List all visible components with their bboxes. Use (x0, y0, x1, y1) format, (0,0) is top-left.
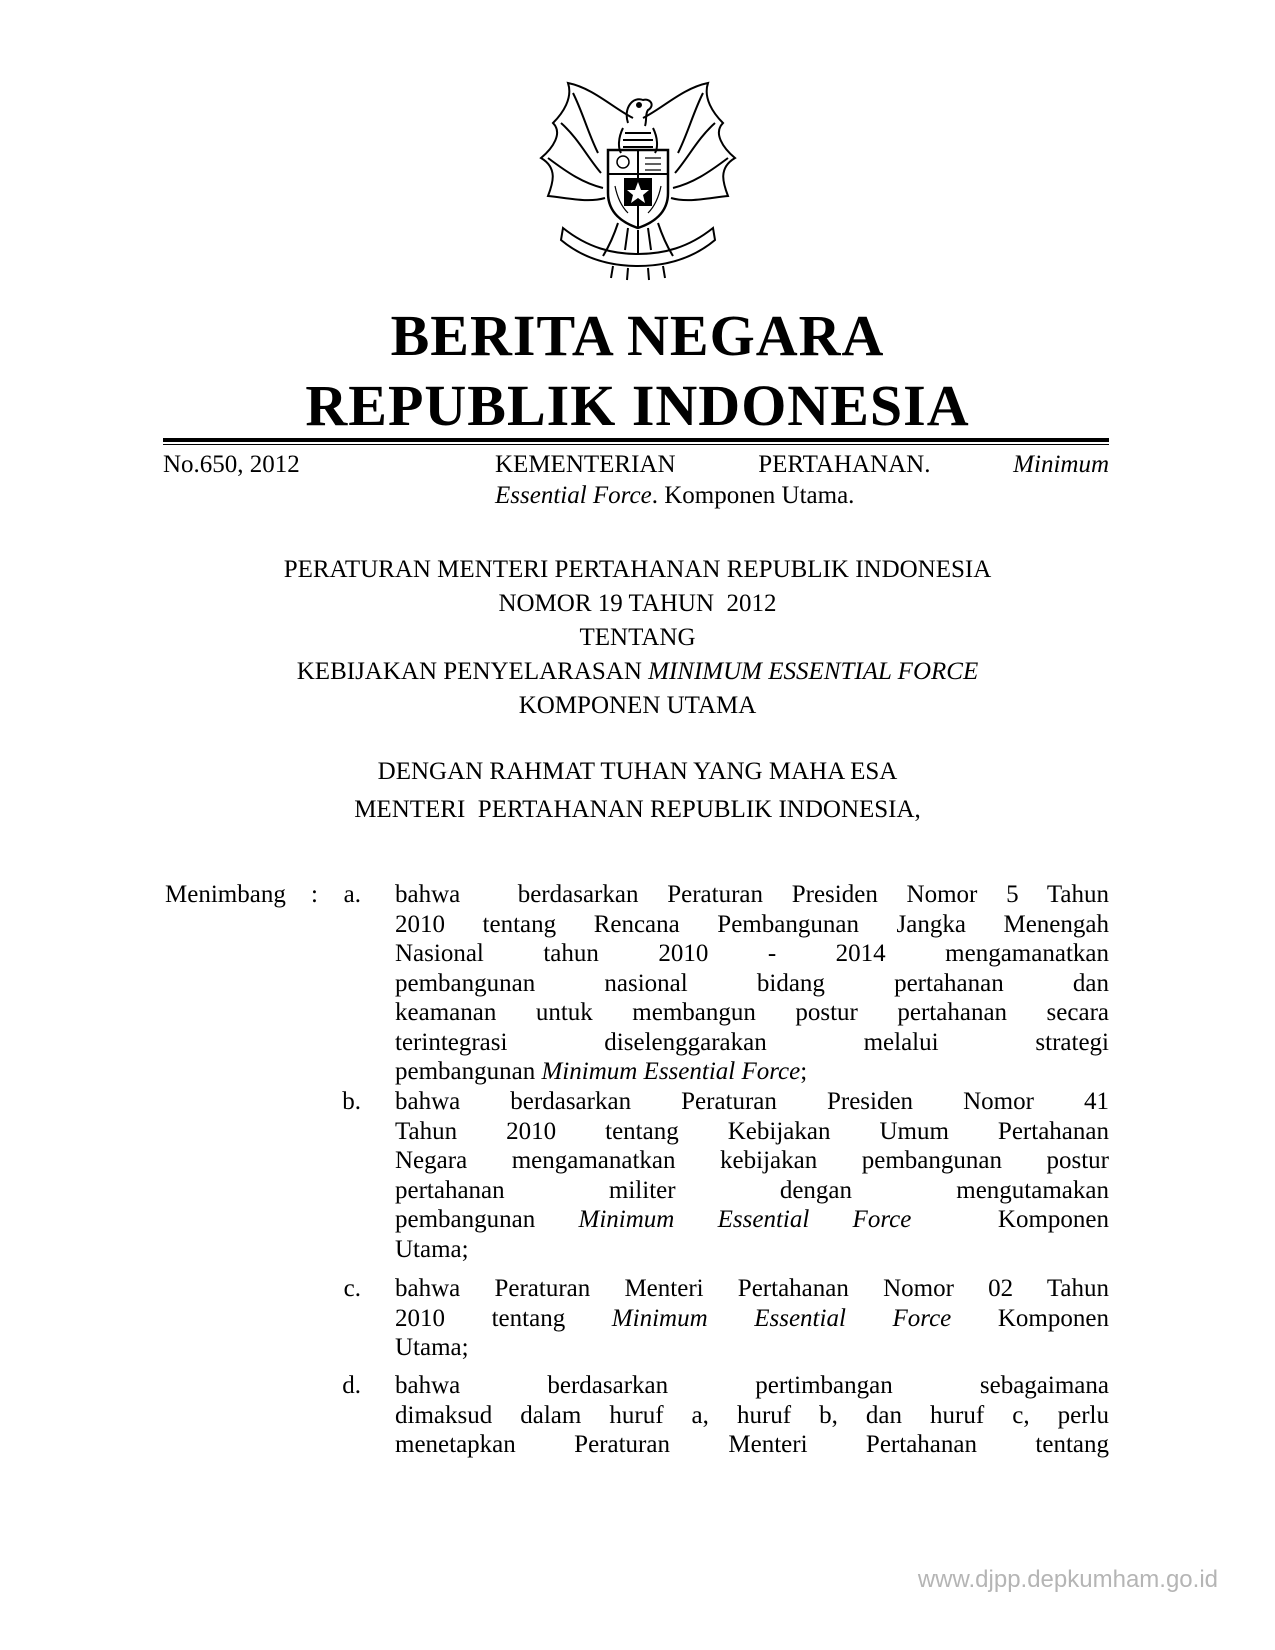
decree-line3: TENTANG (579, 624, 696, 651)
gazette-title-line1: BERITA NEGARA (390, 303, 885, 368)
summary-subject-italic2: Essential Force (495, 482, 652, 509)
header-rule-thick (163, 438, 1109, 442)
considering-label: Menimbang (165, 881, 286, 908)
watermark-url: www.djpp.depkumham.go.id (917, 1566, 1218, 1593)
decree-preamble (0, 753, 1275, 829)
summary-ministry-word1: KEMENTERIAN (495, 451, 676, 478)
gazette-summary (495, 449, 1109, 511)
decree-line1: PERATURAN MENTERI PERTAHANAN REPUBLIK INDONESIA (283, 556, 992, 583)
garuda-emblem-icon (533, 78, 743, 283)
decree-line7: MENTERI PERTAHANAN REPUBLIK INDONESIA, (354, 796, 921, 823)
gazette-number: No.650, 2012 (163, 451, 300, 478)
summary-subject-italic1: Minimum (1013, 451, 1109, 478)
decree-line2: NOMOR 19 TAHUN 2012 (498, 590, 777, 617)
considering-colon: : (311, 881, 318, 908)
decree-line4: KEBIJAKAN PENYELARASAN MINIMUM ESSENTIAL FORCE (296, 658, 979, 685)
summary-ministry-word2: PERTAHANAN. (758, 451, 931, 478)
summary-subject-rest: . Komponen Utama. (651, 482, 855, 509)
gazette-title-line2: REPUBLIK INDONESIA (305, 373, 970, 438)
decree-line6: DENGAN RAHMAT TUHAN YANG MAHA ESA (377, 758, 898, 785)
header-rule-thin (163, 444, 1109, 445)
decree-heading (0, 553, 1275, 723)
decree-line5: KOMPONEN UTAMA (518, 692, 757, 719)
